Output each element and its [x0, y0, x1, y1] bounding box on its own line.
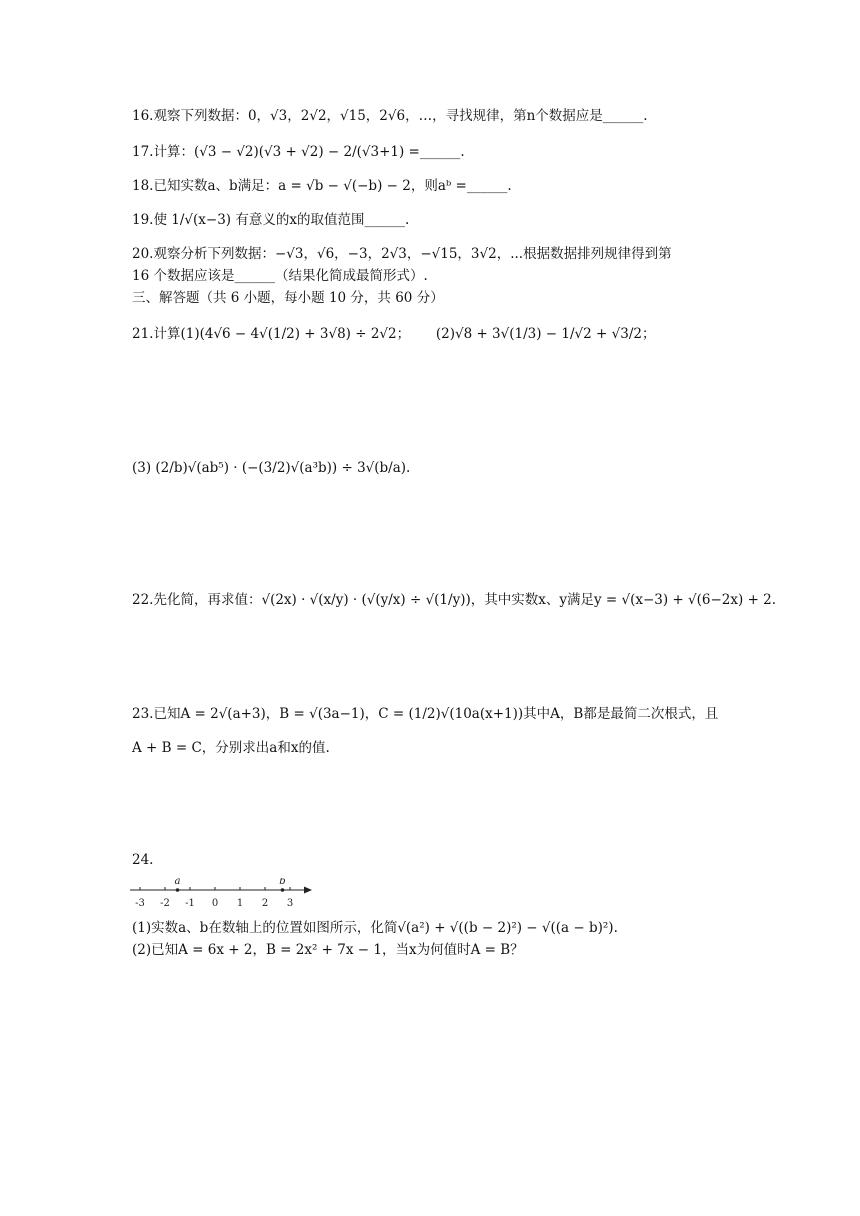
question-22: [132, 590, 776, 610]
number-line-tick-label: -3: [135, 898, 145, 909]
question-16-text: 16.观察下列数据：0，√3，2√2，√15，2√6，…，寻找规律，第n个数据应是______.: [132, 108, 648, 124]
number-line-tick-label: 2: [261, 898, 269, 909]
question-23-text-2: A + B = C，分别求出a和x的值.: [132, 740, 330, 756]
question-24-part-1-text: (1)实数a、b在数轴上的位置如图所示，化简√(a²) + √((b − 2)²) − √((a − b)²).: [132, 920, 618, 936]
section-3-heading-text: 三、解答题（共 6 小题，每小题 10 分，共 60 分）: [132, 290, 444, 306]
question-24-title: [132, 850, 153, 870]
point-b-label: b: [279, 878, 286, 887]
question-23-line-1: [132, 704, 718, 724]
question-23-text-1: 23.已知A = 2√(a+3)，B = √(3a−1)，C = (1/2)√(10a(x+1))其中A，B都是最简二次根式，且: [132, 706, 719, 722]
question-18: [132, 176, 512, 196]
question-24-part-2-text: (2)已知A = 6x + 2，B = 2x² + 7x − 1，当x为何值时A = B？: [132, 942, 524, 958]
number-line-tick-label: 3: [286, 898, 294, 909]
question-20-text-2: 16 个数据应该是______（结果化简成最简形式）.: [132, 268, 428, 284]
question-20-line-1: [132, 244, 672, 264]
question-21-line-1: [132, 324, 655, 344]
question-18-text: 18.已知实数a、b满足：a = √b − √(−b) − 2，则aᵇ =______.: [132, 178, 512, 194]
number-line-tick-label: -2: [160, 898, 170, 909]
question-19-text: 19.使 1/√(x−3) 有意义的x的取值范围______.: [132, 212, 410, 228]
question-24-part-2: [132, 940, 524, 960]
question-24-title-text: 24.: [132, 852, 154, 868]
number-line-arrow-icon: [304, 887, 312, 894]
question-16: [132, 106, 648, 126]
question-20-line-2: [132, 266, 428, 286]
question-17-text: 17.计算：(√3 − √2)(√3 + √2) − 2/(√3+1) =______.: [132, 144, 465, 160]
number-line: [128, 878, 318, 912]
question-19: [132, 210, 409, 230]
point-a-label: a: [174, 878, 181, 887]
number-line-tick-label: -1: [185, 898, 195, 909]
question-22-text: 22.先化简，再求值：√(2x) · √(x/y) · (√(y/x) ÷ √(1/y))，其中实数x、y满足y = √(x−3) + √(6−2x) + 2.: [132, 592, 777, 608]
question-21-text-1: 21.计算(1)(4√6 − 4√(1/2) + 3√8) ÷ 2√2； (2)√8 + 3√(1/3) − 1/√2 + √3/2；: [132, 326, 656, 342]
point-b-marker: [281, 888, 285, 892]
question-24-part-1: [132, 918, 618, 938]
question-21-text-2: (3) (2/b)√(ab⁵) · (−(3/2)√(a³b)) ÷ 3√(b/a).: [132, 460, 411, 476]
question-20-text-1: 20.观察分析下列数据：−√3，√6，−3，2√3，−√15，3√2，...根据数据排列规律得到第: [132, 246, 672, 262]
question-21-line-2: [132, 458, 410, 478]
number-line-tick-label: 0: [211, 898, 219, 909]
question-17: [132, 142, 465, 162]
section-3-heading: [132, 288, 444, 308]
number-line-tick-label: 1: [236, 898, 244, 909]
question-23-line-2: [132, 738, 330, 758]
point-a-marker: [176, 888, 180, 892]
